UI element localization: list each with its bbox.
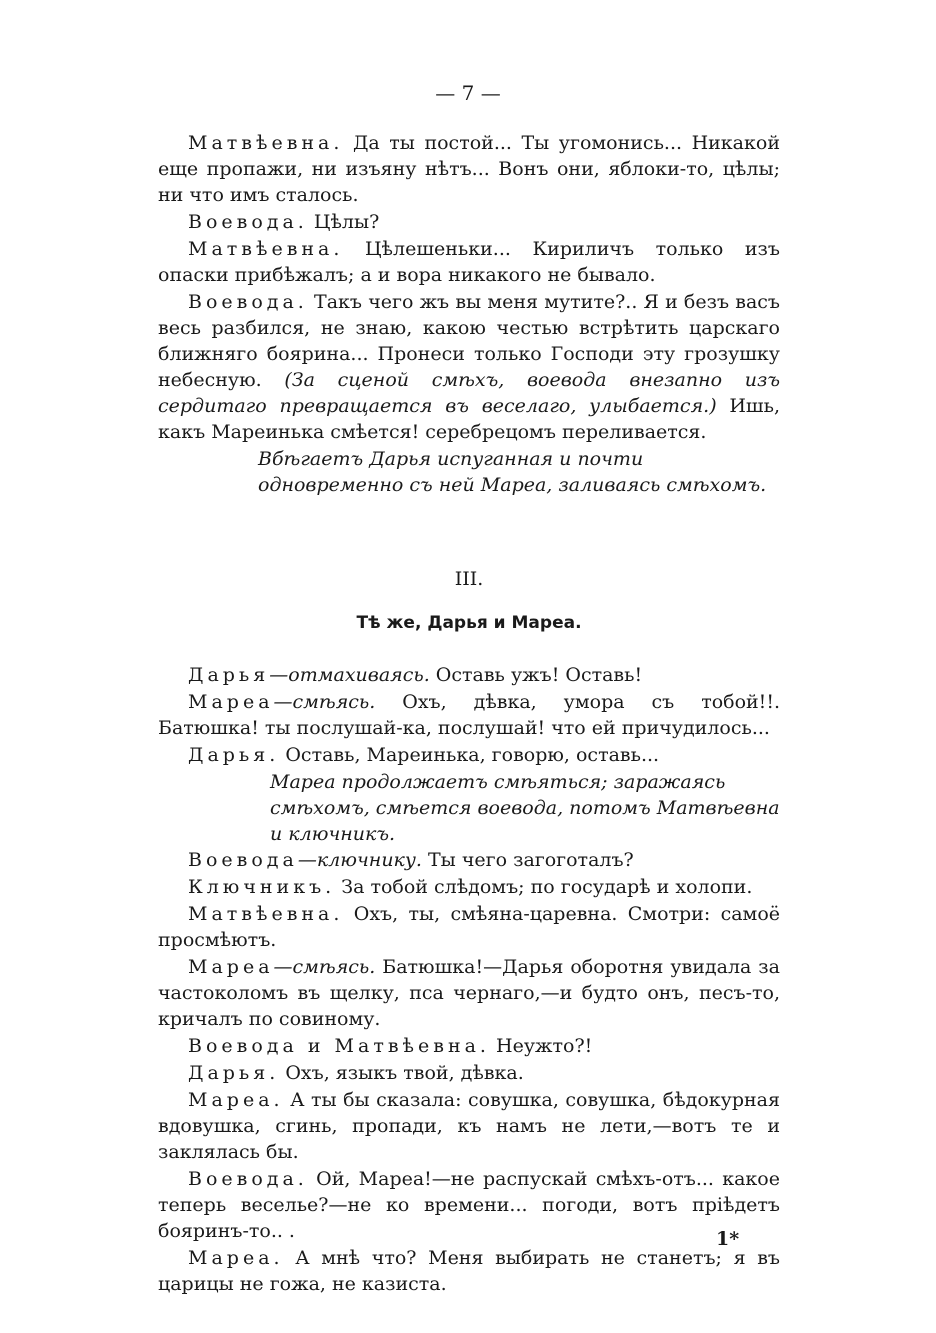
stage-direction: (За сценой смѣхъ, воевода внезапно изъ сердитаго превращается въ веселаго, улыбается.) (158, 369, 780, 417)
speaker: Дарья. (188, 744, 280, 766)
speaker: Дарья (188, 664, 270, 686)
speaker: Матвѣевна. (188, 903, 344, 925)
signature-mark: 1* (716, 1228, 740, 1250)
paragraph: Воевода—ключнику. Ты чего загоготалъ? (188, 849, 634, 871)
paragraph: Дарья—отмахиваясь. Оставь ужъ! Оставь! (188, 664, 643, 686)
speaker: Мареа (188, 691, 274, 713)
paragraph: Дарья. Охъ, языкъ твой, дѣвка. (188, 1062, 524, 1084)
paragraph: Воевода. Ой, Мареа!—не распускай смѣхъ-отъ... какое теперь веселье?—не ко времени... погоди, вотъ прiѣдетъ бояринъ-то.. . (158, 1168, 780, 1242)
paragraph: Ключникъ. За тобой слѣдомъ; по государѣ и холопи. (188, 876, 753, 898)
paragraph: Дарья. Оставь, Мареинька, говорю, оставь... (188, 744, 660, 766)
stage-direction: Мареа продолжаетъ смѣяться; заражаясь смѣхомъ, смѣется воевода, потомъ Матвѣевна и ключникъ. (270, 771, 780, 845)
paragraph: Мареа—смѣясь. Батюшка!—Дарья оборотня увидала за частоколомъ въ щелку, пса чернаго,—и будто онъ, песъ-то, кричалъ по совиному. (158, 956, 780, 1030)
speaker: Ключникъ. (188, 876, 336, 898)
paragraph: Матвѣевна. Цѣлешеньки... Кириличъ только изъ опаски прибѣжалъ; а и вора никакого не бывало. (158, 238, 780, 286)
speaker: Воевода. (188, 211, 308, 233)
paragraph: Воевода. Цѣлы? (188, 211, 380, 233)
paragraph: Мареа. А мнѣ что? Меня выбирать не станетъ; я въ царицы не гожа, не казиста. (158, 1247, 780, 1295)
page-body (158, 130, 780, 1298)
paragraph: Мареа—смѣясь. Охъ, дѣвка, умора съ тобой!!. Батюшка! ты послушай-ка, послушай! что ей причудилось... (158, 691, 780, 739)
speaker: Воевода и Матвѣевна. (188, 1035, 490, 1057)
speaker: Мареа. (188, 1247, 284, 1269)
speaker: Матвѣевна. (188, 238, 344, 260)
stage-direction: Вбѣгаетъ Дарья испуганная и почти одновременно съ ней Мареа, заливаясь смѣхомъ. (258, 448, 767, 496)
paragraph: Воевода и Матвѣевна. Неужто?! (188, 1035, 593, 1057)
speaker: Дарья. (188, 1062, 280, 1084)
page-number: — 7 — (435, 81, 501, 105)
speaker: Мареа. (188, 1089, 284, 1111)
speaker: Воевода (188, 849, 298, 871)
scene-heading: Тѣ же, Дарья и Мареа. (356, 613, 582, 633)
act-number: III. (454, 568, 484, 590)
paragraph: Матвѣевна. Да ты постой... Ты угомонись... Никакой еще пропажи, ни изъяну нѣтъ... Вонъ они, яблоки-то, цѣлы; ни что имъ сталось. (158, 132, 780, 206)
speaker: Матвѣевна. (188, 132, 344, 154)
speaker: Мареа (188, 956, 274, 978)
paragraph: Мареа. А ты бы сказала: совушка, совушка, бѣдокурная вдовушка, сгинь, пропади, къ намъ не лети,—вотъ те и заклялась бы. (158, 1089, 780, 1163)
paragraph: Матвѣевна. Охъ, ты, смѣяна-царевна. Смотри: самоё просмѣютъ. (158, 903, 780, 951)
paragraph: Воевода. Такъ чего жъ вы меня мутите?.. Я и безъ васъ весь разбился, не знаю, какою честью встрѣтить царскаго ближняго боярина... Пронеси только Господи эту грозушку небесную. (За сценой смѣхъ, воевода внезапно изъ сердитаго превращается въ веселаго, улыбается.) Ишь, какъ Мареинька смѣется! серебрецомъ переливается. (158, 291, 780, 443)
speaker: Воевода. (188, 1168, 308, 1190)
speaker: Воевода. (188, 291, 308, 313)
